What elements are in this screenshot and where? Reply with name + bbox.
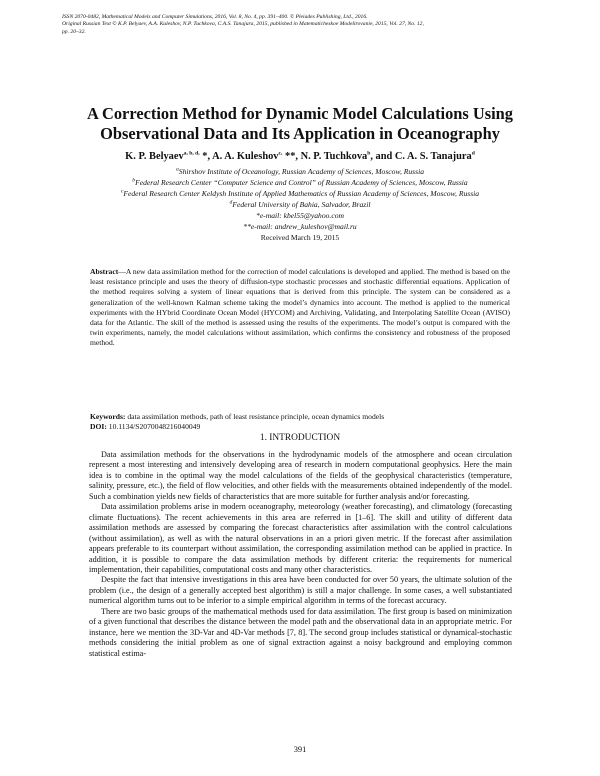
affiliation	[30, 188, 570, 199]
title-line-2: Observational Data and Its Application in Oceanography	[100, 124, 500, 143]
affiliation-text: Federal Research Center Keldysh Institute of Applied Mathematics of Russian Academy of Sciences, Moscow, Russia	[123, 189, 480, 198]
abstract	[90, 267, 510, 349]
author-belyaev: K. P. Belyaev	[125, 151, 184, 162]
affiliation-marker: b	[132, 177, 136, 184]
author-tanajura-affil: d	[471, 150, 475, 157]
header-line-3: pp. 20–32.	[62, 28, 86, 35]
affiliation-marker: a	[175, 166, 179, 173]
title-line-1: A Correction Method for Dynamic Model Calculations Using	[87, 104, 513, 123]
paragraph: Data assimilation methods for the observations in the hydrodynamic models of the atmosphere and ocean circulation represent a most interesting and intensively developing area of research in modern computational geophysics. Here the main idea is to combine in the optimal way the model calculations of the fields of the geophysical characteristics (temperature, salinity, pressure, etc.), the field of flow velocities, and other fields with the measurements obtained independently of the model. Such a combination yields new fields of characteristics that are more suitable for further analysis and/or forecasting.	[89, 450, 512, 501]
keywords-text: data assimilation methods, path of least resistance principle, ocean dynamics models	[125, 412, 385, 421]
affiliation	[30, 177, 570, 188]
author-kuleshov: , A. A. Kuleshov	[207, 151, 279, 162]
author-kuleshov-star: **	[282, 151, 296, 162]
doi-text: 10.1134/S2070048216040049	[106, 422, 201, 432]
affiliation-marker: c	[120, 188, 124, 195]
author-tanajura: , and C. A. S. Tanajura	[370, 151, 472, 162]
doi-label: DOI:	[90, 422, 107, 432]
keywords-block	[90, 412, 510, 432]
keywords-label: Keywords:	[90, 412, 126, 421]
author-list	[40, 151, 560, 162]
header-line-2: Original Russian Text © K.P. Belyaev, A.A. Kuleshov, N.P. Tuchkova, C.A.S. Tanajura, 2015, published in Matematicheskoe Modelirovanie, 2015, Vol. 27, No. 12,	[62, 21, 424, 28]
keywords	[90, 412, 510, 422]
journal-header	[62, 14, 542, 36]
doi	[90, 422, 510, 432]
author-kuleshov-affil: c,	[278, 150, 283, 157]
affiliation-marker: d	[229, 199, 233, 206]
author-tuchkova-affil: b	[367, 150, 371, 157]
header-line-1: ISSN 2070-0482, Mathematical Models and Computer Simulations, 2016, Vol. 8, No. 4, pp. 391–400. © Pleiades Publishing, Ltd., 2016.	[62, 14, 368, 20]
abstract-label: Abstract	[90, 267, 119, 276]
author-tuchkova: , N. P. Tuchkova	[295, 151, 368, 162]
paragraph: Data assimilation problems arise in modern oceanography, meteorology (weather forecasting), and climatology (forecasting climate fluctuations). The recent achievements in this area are referred in [1–6]. The skill and utility of different data assimilation methods are assessed by comparing the forecast characteristics after assimilation with the control calculations (without assimilation), as well as with the natural observations in an a priori given metric. If the forecast after assimilation appears preferable to its counterpart without assimilation, the corresponding assimilation method can be applied in practice. In addition, it is possible to compare the data assimilation methods by different criteria: the requirements for numerical implementation, their capabilities, computational costs and many other characteristics.	[89, 502, 512, 574]
paper-title	[40, 104, 560, 144]
paragraph: There are two basic groups of the mathematical methods used for data assimilation. The first group is based on minimization of a given functional that describes the distance between the model path and the observational data in an appropriate metric. For instance, here we mention the 3D-Var and 4D-Var methods [7, 8]. The second group includes statistical or dynamical-stochastic methods considering the initial problem as one of signal extraction against a noisy background and employing common statistical estima-	[89, 606, 512, 658]
body-text	[89, 450, 512, 659]
affiliation	[30, 199, 570, 210]
author-belyaev-star: *	[199, 151, 208, 162]
email-2: **e-mail: andrew_kuleshov@mail.ru	[243, 222, 357, 231]
abstract-text: —A new data assimilation method for the correction of model calculations is developed and applied. The method is based on the least resistance principle and uses the theory of diffusion-type stochastic processes and stochastic differential equations. Application of the method requires solving a system of linear equations that is derived from this principle. The system can be considered as a generalization of the well-known Kalman scheme taking the model’s dynamics into account. The method is applied to the numerical experiments with the HYbrid Coordinate Ocean Model (HYCOM) and Archiving, Validating, and Interpolating Satellite Ocean (AVISO) data for the Atlantic. The skill of the method is assessed using the results of the experiments. The model’s output is compared with the twin experiments, namely, the model calculations without assimilation, which confirms the consistency and robustness of the proposed method.	[90, 267, 510, 348]
author-belyaev-affil: a, b, d,	[183, 150, 200, 157]
affiliation-text: Federal Research Center “Computer Science and Control” of Russian Academy of Sciences, Moscow, Russia	[135, 178, 468, 187]
received-date: Received March 19, 2015	[260, 233, 340, 242]
paragraph: Despite the fact that intensive investigations in this area have been conducted for over 50 years, the ultimate solution of the problem (i.e., the design of a generally accepted best algorithm) is still a major challenge. In some cases, a well substantiated numerical algorithm turns out to be inferior to a simple empirical algorithm in terms of the forecast accuracy.	[89, 575, 512, 606]
affiliations	[30, 166, 570, 243]
affiliation-text: Federal University of Bahia, Salvador, Brazil	[232, 200, 371, 209]
page-number: 391	[293, 745, 307, 754]
email-1: *e-mail: kbel55@yahoo.com	[256, 211, 344, 220]
affiliation-text: Shirshov Institute of Oceanology, Russian Academy of Sciences, Moscow, Russia	[178, 167, 424, 176]
affiliation	[30, 166, 570, 177]
section-heading: 1. INTRODUCTION	[259, 433, 341, 443]
